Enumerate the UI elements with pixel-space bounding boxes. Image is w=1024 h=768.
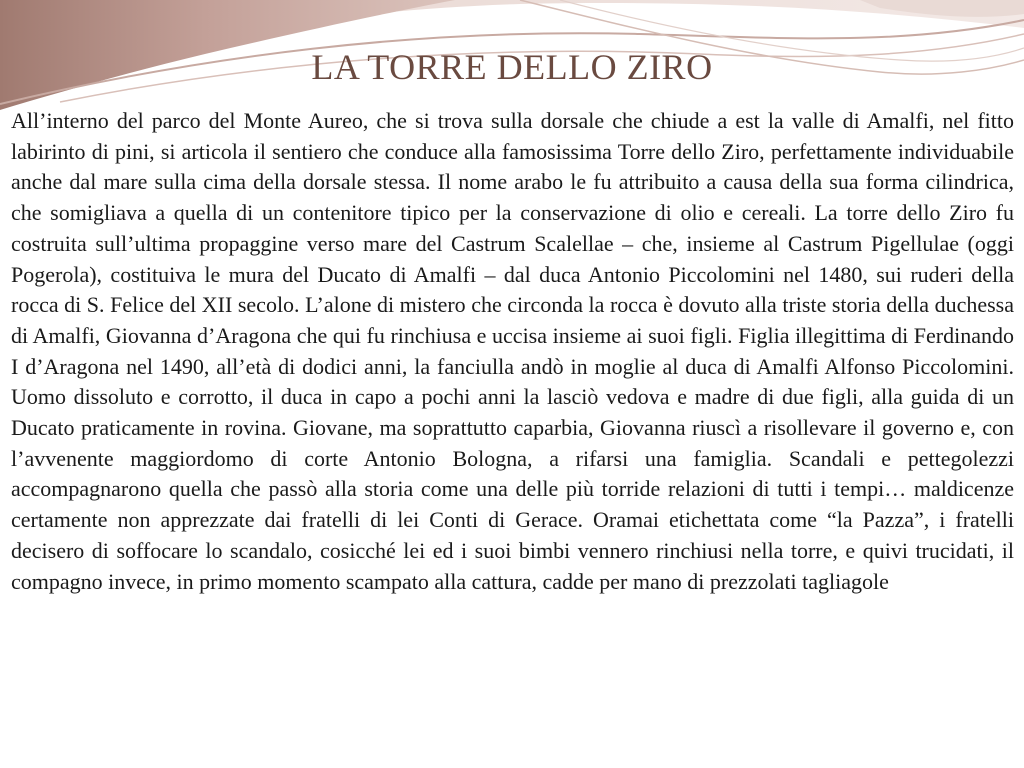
slide-body-paragraph: All’interno del parco del Monte Aureo, che si trova sulla dorsale che chiude a est la valle di Amalfi, nel fitto labirinto di pini, si articola il sentiero che conduce alla famosissima Torre dello Ziro, perfettamente individuabile anche dal mare sulla cima della dorsale stessa. Il nome arabo le fu attribuito a causa della sua forma cilindrica, che somigliava a quella di un contenitore tipico per la conservazione di olio e cereali. La torre dello Ziro fu costruita sull’ultima propaggine verso mare del Castrum Scalellae – che, insieme al Castrum Pigellulae (oggi Pogerola), costituiva le mura del Ducato di Amalfi – dal duca Antonio Piccolomini nel 1480, sui ruderi della rocca di S. Felice del XII secolo. L’alone di mistero che circonda la rocca è dovuto alla triste storia della duchessa di Amalfi, Giovanna d’Aragona che qui fu rinchiusa e uccisa insieme ai suoi figli. Figlia illegittima di Ferdinando I d’Aragona nel 1490, all’età di dodici anni, la fanciulla andò in moglie al duca di Amalfi Alfonso Piccolomini. Uomo dissoluto e corrotto, il duca in capo a pochi anni la lasciò vedova e madre di due figli, alla guida di un Ducato praticamente in rovina. Giovane, ma soprattutto caparbia, Giovanna riuscì a risollevare il governo e, con l’avvenente maggiordomo di corte Antonio Bologna, a rifarsi una famiglia. Scandali e pettegolezzi accompagnarono quella che passò alla storia come una delle più torride relazioni di tutti i tempi… maldicenze certamente non apprezzate dai fratelli di lei Conti di Gerace. Oramai etichettata come “la Pazza”, i fratelli decisero di soffocare lo scandalo, cosicché lei ed i suoi bimbi vennero rinchiusi nella torre, e quivi trucidati, il compagno invece, in primo momento scampato alla cattura, cadde per mano di prezzolati tagliagole: [11, 108, 1014, 594]
slide-title: LA TORRE DELLO ZIRO: [311, 47, 713, 87]
